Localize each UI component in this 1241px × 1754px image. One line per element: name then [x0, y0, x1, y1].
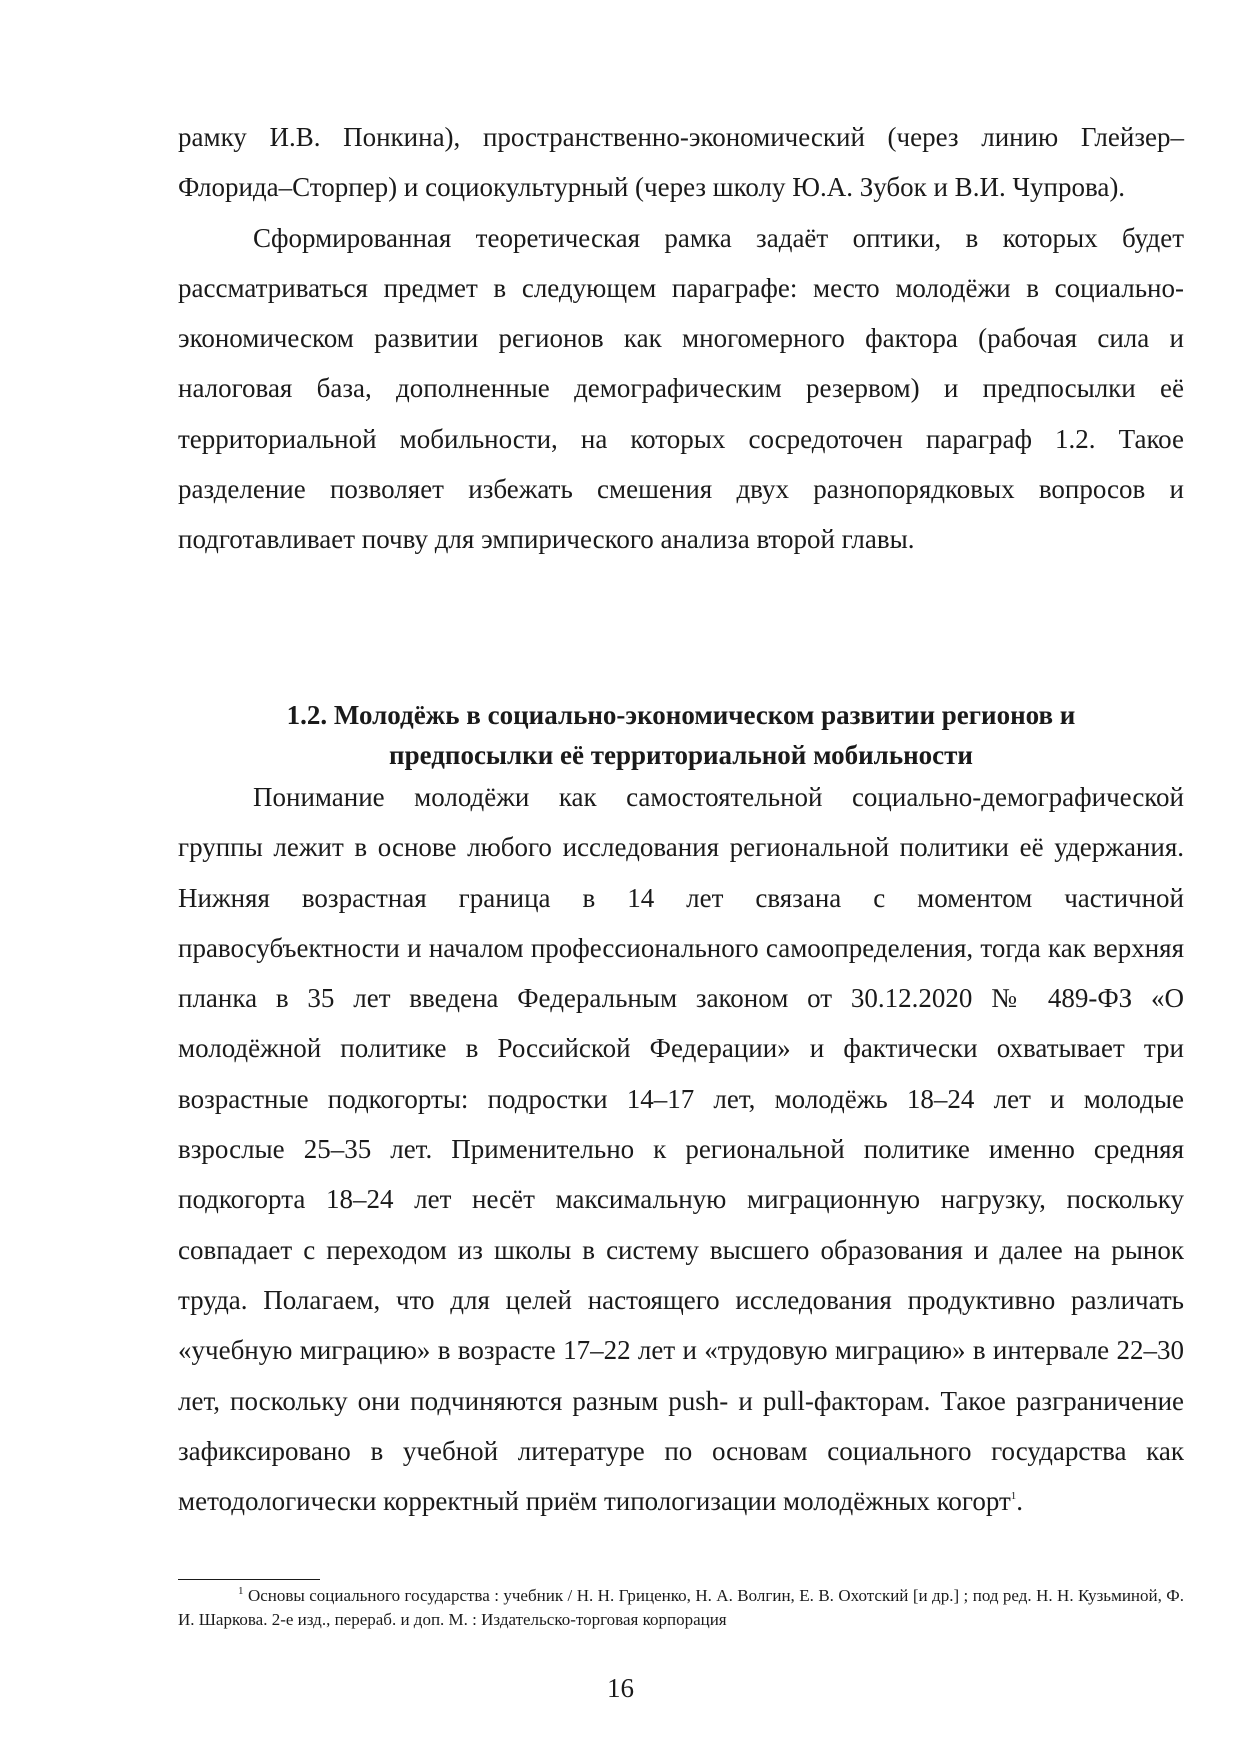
footnote-number: 1: [238, 1585, 244, 1597]
paragraph-end-punctuation: .: [1016, 1486, 1024, 1517]
paragraph-continuation: рамку И.В. Понкина), пространственно-экономический (через линию Глейзер–Флорида–Сторпер) и социокультурный (через школу Ю.А. Зубок и В.И. Чупрова).: [178, 122, 1184, 203]
paragraph-theoretical-frame: Сформированная теоретическая рамка задаёт оптики, в которых будет рассматриваться предмет в следующем параграфе: место молодёжи в социально-экономическом развитии регионов как многомерного фактора (рабочая сила и налоговая база, дополненные демографическим резервом) и предпосылки её территориальной мобильности, на которых сосредоточен параграф 1.2. Такое разделение позволяет избежать смешения двух разнопорядковых вопросов и подготавливает почву для эмпирического анализа второй главы.: [178, 222, 1184, 555]
paragraph-youth-definition: [178, 772, 1184, 1526]
footnote: [178, 1584, 1184, 1632]
section-heading-line-2: предпосылки её территориальной мобильности: [389, 740, 973, 770]
section-heading-line-1: 1.2. Молодёжь в социально-экономическом развитии регионов и: [286, 700, 1076, 730]
intro-text-block: [178, 112, 1184, 565]
footnote-separator: [178, 1579, 320, 1580]
footnote-text: Основы социального государства : учебник / Н. Н. Гриценко, Н. А. Волгин, Е. В. Охотский [и др.] ; под ред. Н. Н. Кузьминой, Ф. И. Шаркова. 2-е изд., перераб. и доп. М. : Издательско-торговая корпорация: [178, 1586, 1184, 1629]
page-number: 16: [607, 1673, 634, 1703]
paragraph-youth-definition-text: Понимание молодёжи как самостоятельной социально-демографической группы лежит в основе любого исследования региональной политики её удержания. Нижняя возрастная граница в 14 лет связана с моментом частичной правосубъектности и началом профессионального самоопределения, тогда как верхняя планка в 35 лет введена Федеральным законом от 30.12.2020 № 489-ФЗ «О молодёжной политике в Российской Федерации» и фактически охватывает три возрастные подкогорты: подростки 14–17 лет, молодёжь 18–24 лет и молодые взрослые 25–35 лет. Применительно к региональной политике именно средняя подкогорта 18–24 лет несёт максимальную миграционную нагрузку, поскольку совпадает с переходом из школы в систему высшего образования и далее на рынок труда. Полагаем, что для целей настоящего исследования продуктивно различать «учебную миграцию» в возрасте 17–22 лет и «трудовую миграцию» в интервале 22–30 лет, поскольку они подчиняются разным push- и pull-факторам. Такое разграничение зафиксировано в учебной литературе по основам социального государства как методологически корректный приём типологизации молодёжных когорт: [178, 782, 1184, 1517]
section-heading: [178, 695, 1184, 775]
footnote-reference[interactable]: 1: [1010, 1490, 1017, 1503]
section-text-block: [178, 772, 1184, 1526]
